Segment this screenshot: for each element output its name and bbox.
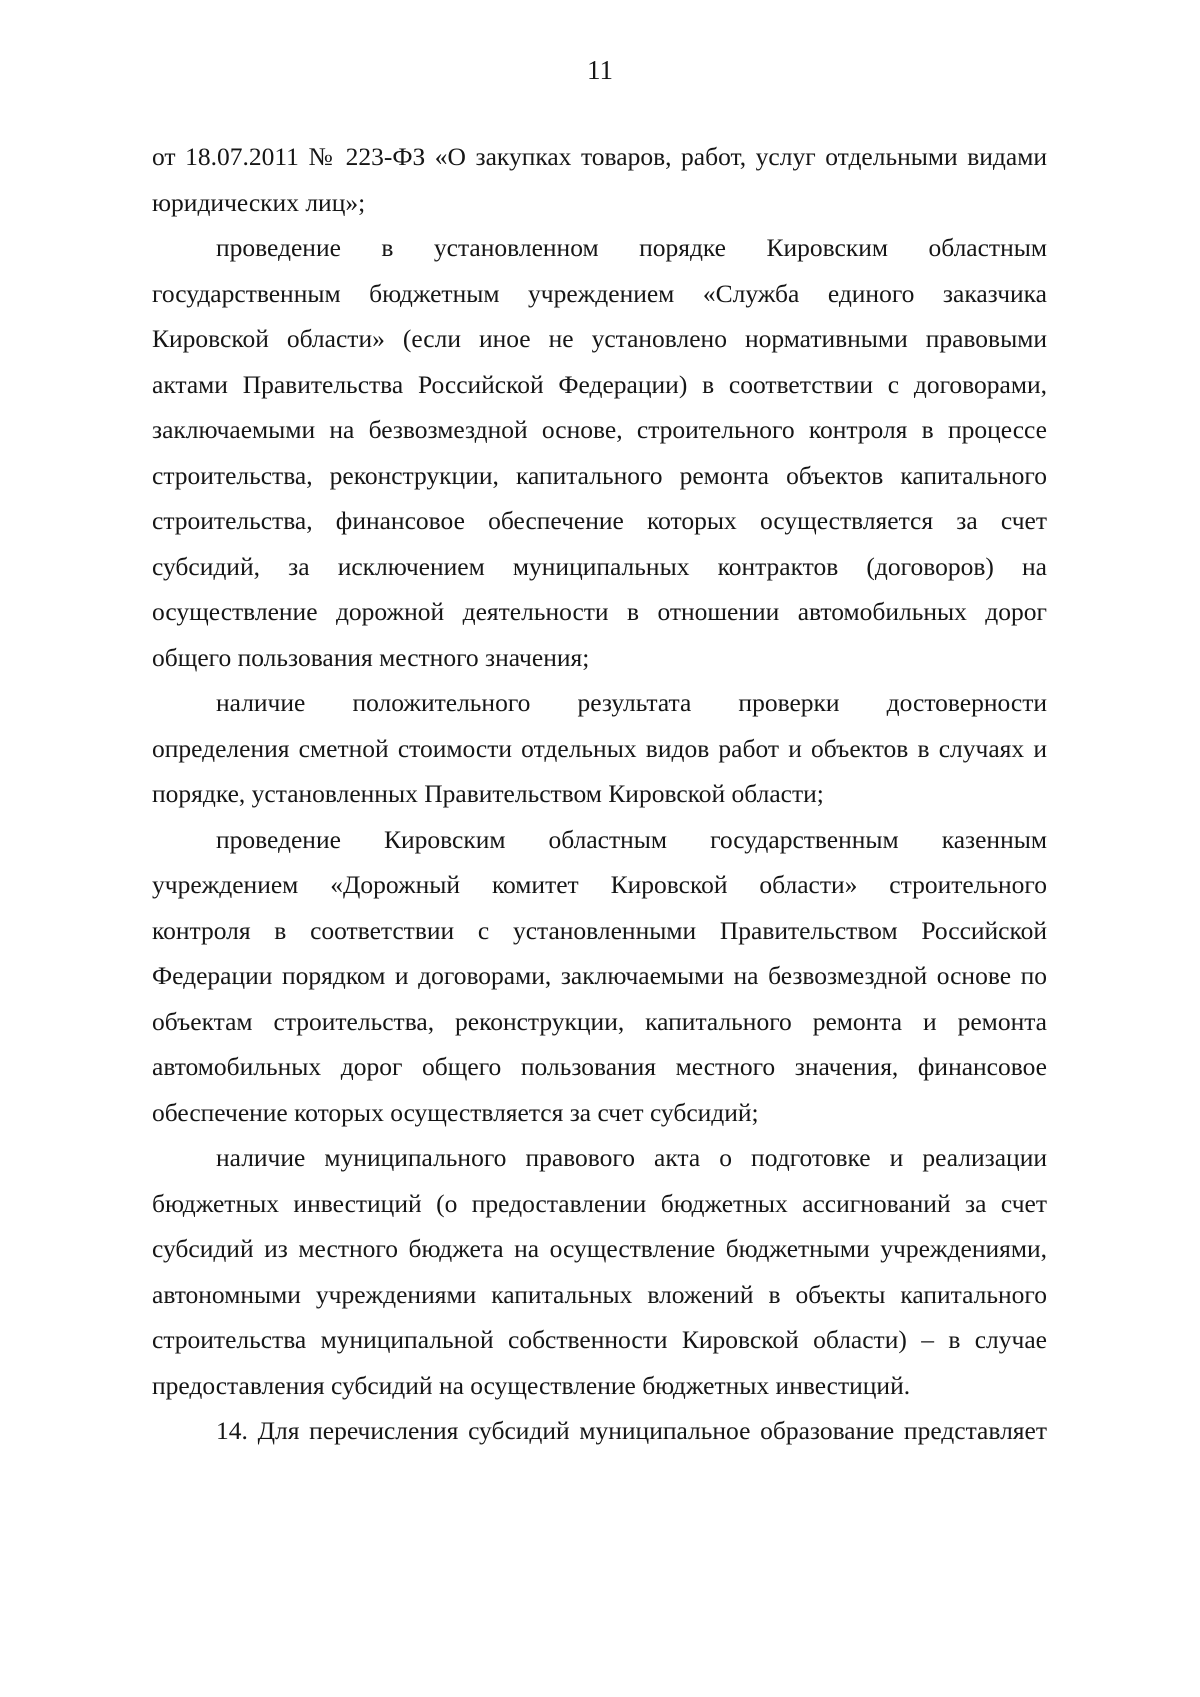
paragraph [152, 817, 1047, 1136]
text-line: субсидий из местного бюджета на осуществление бюджетными учреждениями, [152, 1234, 1047, 1263]
text-line: общего пользования местного значения; [152, 642, 590, 672]
text-line: 14. Для перечисления субсидий муниципальное образование представляет [216, 1416, 1047, 1445]
text-line: проведение в установленном порядке Кировским областным [216, 233, 1047, 262]
text-line: субсидий, за исключением муниципальных контрактов (договоров) на [152, 551, 1047, 581]
text-line: строительства, реконструкции, капитального ремонта объектов капитального [152, 460, 1047, 490]
paragraph [152, 1135, 1047, 1408]
paragraph [152, 225, 1047, 680]
text-line: проведение Кировским областным государственным казенным [216, 824, 1047, 854]
paragraph [152, 134, 1047, 225]
text-line: наличие муниципального правового акта о подготовке и реализации [216, 1143, 1047, 1172]
text-line: автомобильных дорог общего пользования местного значения, финансовое [152, 1052, 1047, 1081]
text-line: юридических лиц»; [152, 187, 366, 217]
text-line: строительства муниципальной собственности Кировской области) – в случае [152, 1325, 1047, 1354]
text-line: предоставления субсидий на осуществление бюджетных инвестиций. [152, 1370, 911, 1400]
text-line: обеспечение которых осуществляется за счет субсидий; [152, 1097, 759, 1127]
text-line: актами Правительства Российской Федерации) в соответствии с договорами, [152, 369, 1047, 399]
paragraph [152, 680, 1047, 817]
text-line: строительства, финансовое обеспечение которых осуществляется за счет [152, 506, 1047, 535]
text-line: объектам строительства, реконструкции, капитального ремонта и ремонта [152, 1006, 1047, 1036]
text-line: определения сметной стоимости отдельных видов работ и объектов в случаях и [152, 733, 1047, 763]
text-line: автономными учреждениями капитальных вложений в объекты капитального [152, 1279, 1047, 1309]
text-line: порядке, установленных Правительством Кировской области; [152, 779, 824, 808]
text-line: учреждением «Дорожный комитет Кировской области» строительного [152, 870, 1047, 899]
text-line: наличие положительного результата проверки достоверности [216, 688, 1047, 717]
text-line: Кировской области» (если иное не установлено нормативными правовыми [152, 324, 1047, 353]
text-line: от 18.07.2011 № 223-ФЗ «О закупках товаров, работ, услуг отдельными видами [152, 142, 1047, 171]
text-line: осуществление дорожной деятельности в отношении автомобильных дорог [152, 597, 1047, 626]
text-line: контроля в соответствии с установленными Правительством Российской [152, 915, 1047, 945]
paragraph [152, 1408, 1047, 1454]
text-line: бюджетных инвестиций (о предоставлении бюджетных ассигнований за счет [152, 1188, 1047, 1218]
text-line: государственным бюджетным учреждением «Служба единого заказчика [152, 278, 1047, 308]
text-line: Федерации порядком и договорами, заключаемыми на безвозмездной основе по [152, 961, 1047, 990]
page-number: 11 [587, 55, 613, 85]
document-body [152, 134, 1047, 1454]
text-line: заключаемыми на безвозмездной основе, строительного контроля в процессе [152, 415, 1047, 444]
